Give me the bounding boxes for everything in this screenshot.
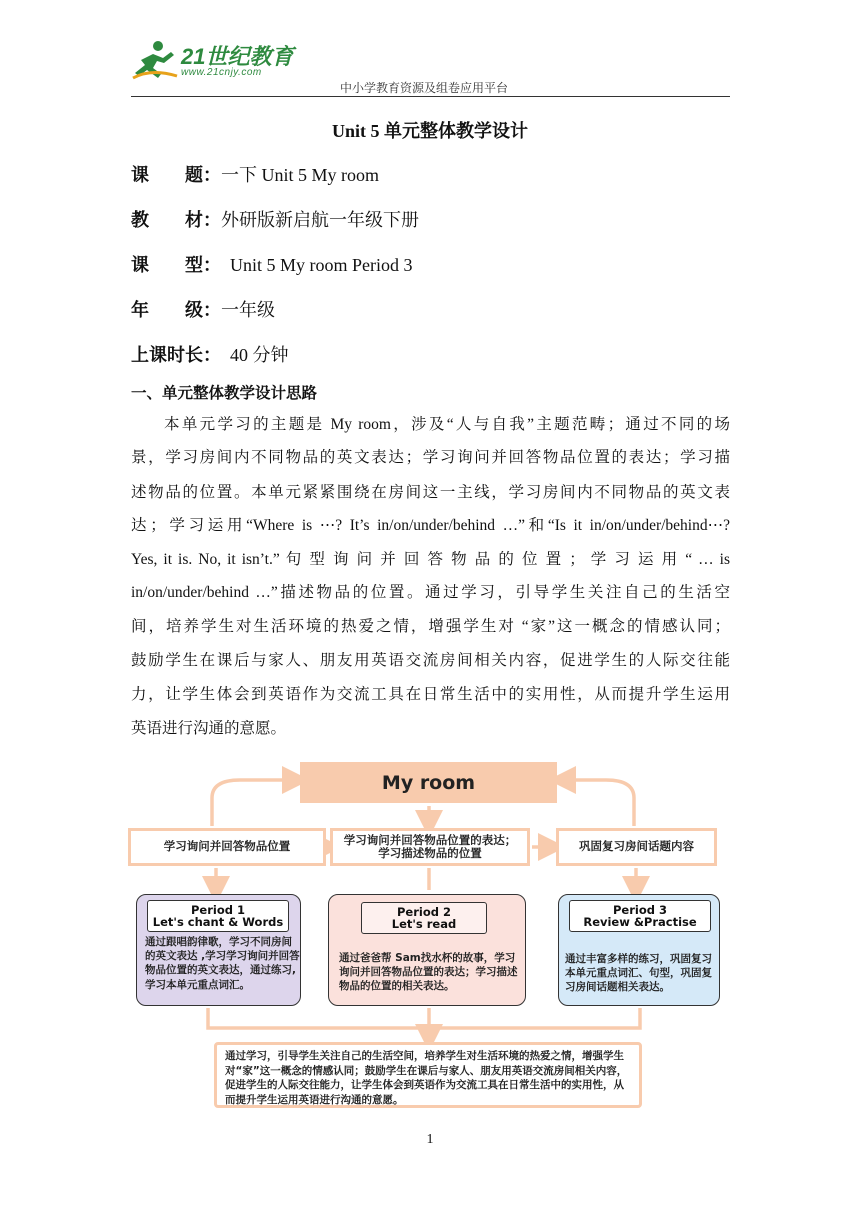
paragraph-line: 英语进行沟通的意愿。 [131,720,287,737]
goal-box-1: 学习询问并回答物品位置 [128,828,326,866]
period-name: Period 2 [397,905,451,919]
period-2-box [328,894,526,1006]
period-1-box [136,894,301,1006]
paragraph-line: Yes, it is. No, it isn’t.” 句 型 询 问 并 回 答 物 品 的 位 置 ； 学 习 运 用 “ … is [131,551,730,568]
info-value: Unit 5 My room Period 3 [221,255,413,275]
period-3-description: 通过丰富多样的练习，巩固复习本单元重点词汇、句型，巩固复习房间话题相关表达。 [565,953,712,994]
paragraph-line: 本单元学习的主题是 My room，涉及“人与自我”主题范畴；通过不同的场 [164,416,730,433]
info-row-grade [131,296,275,322]
goal-box-3: 巩固复习房间话题内容 [556,828,717,866]
info-row-textbook [131,206,419,232]
goal-box-2-text: 学习询问并回答物品位置的表达； 学习描述物品的位置 [343,832,517,860]
period-sub: Let's chant & Words [152,915,284,930]
period-1-tag [147,900,289,932]
goal-box-2 [330,828,530,866]
bottom-bracket [208,1008,640,1028]
paragraph-line: 鼓励学生在课后与家人、朋友用英语交流房间相关内容，促进学生的人际交往能 [131,652,730,669]
arrow-right-to-title [562,780,634,826]
paragraph-line: 间，培养学生对生活环境的热爱之情，增强学生对 “家”这一概念的情感认同； [131,618,730,635]
info-row-duration [131,341,289,367]
period-3-box [558,894,720,1006]
paragraph-line: 述物品的位置。本单元紧紧围绕在房间这一主线，学习房间内不同物品的英文表 [131,484,730,501]
info-label: 教 材： [131,210,221,230]
info-value: 一下 Unit 5 My room [221,165,380,185]
info-label: 上课时长： [131,345,221,365]
paragraph-line: 景，学习房间内不同物品的英文表达；学习询问并回答物品位置的表达；学习描 [131,449,730,466]
period-name: Period 1 [191,903,245,917]
summary-box: 通过学习，引导学生关注自己的生活空间，培养学生对生活环境的热爱之情，增强学生对“家”这一概念的情感认同；鼓励学生在课后与家人、朋友用英语交流房间相关内容，促进学生的人际交往能力，让学生体会到英语作为交流工具在日常生活中的实用性，从而提升学生运用英语进行沟通的意愿。 [214,1042,642,1108]
section-heading: 一、单元整体教学设计思路 [131,384,318,402]
period-2-description: 通过爸爸帮 Sam找水杯的故事，学习询问并回答物品位置的表达；学习描述物品的位置的相关表达。 [339,952,518,993]
unit-structure-diagram [120,758,740,1118]
page-number: 1 [426,1132,434,1147]
diagram-title: My room [300,762,557,803]
info-row-lesson-type [131,251,413,277]
info-value: 一年级 [221,300,275,320]
document-title: Unit 5 单元整体教学设计 [331,121,528,141]
period-sub: Let's read [391,917,457,932]
paragraph-line: in/on/under/behind …”描述物品的位置。通过学习，引导学生关注自己的生活空 [131,584,730,601]
info-value: 40 分钟 [221,345,289,365]
header-caption: 中小学教育资源及组卷应用平台 [340,81,509,95]
period-1-description: 通过跟唱韵律歌，学习不同房间的英文表达 ,学习学习询问并回答物品位置的英文表达，通过练习, 学习本单元重点词汇。 [145,936,300,991]
logo-text: 21世纪教育 [181,44,294,69]
period-sub: Review &Practise [583,915,697,930]
paragraph-line: 达；学习运用“Where is ⋯? It’s in/on/under/behind …”和“Is it in/on/under/behind⋯? [131,517,730,534]
info-label: 年 级： [131,300,221,320]
arrow-left-to-title [212,780,296,826]
info-label: 课 型： [131,255,221,275]
header-divider [131,96,730,97]
period-3-tag [569,900,711,932]
period-name: Period 3 [613,903,667,917]
info-value: 外研版新启航一年级下册 [221,210,419,230]
period-2-tag [361,902,487,934]
info-row-topic [131,161,379,187]
info-label: 课 题： [131,165,221,185]
logo-url: www.21cnjy.com [181,67,262,78]
paragraph-line: 力，让学生体会到英语作为交流工具在日常生活中的实用性，从而提升学生运用 [131,686,730,703]
